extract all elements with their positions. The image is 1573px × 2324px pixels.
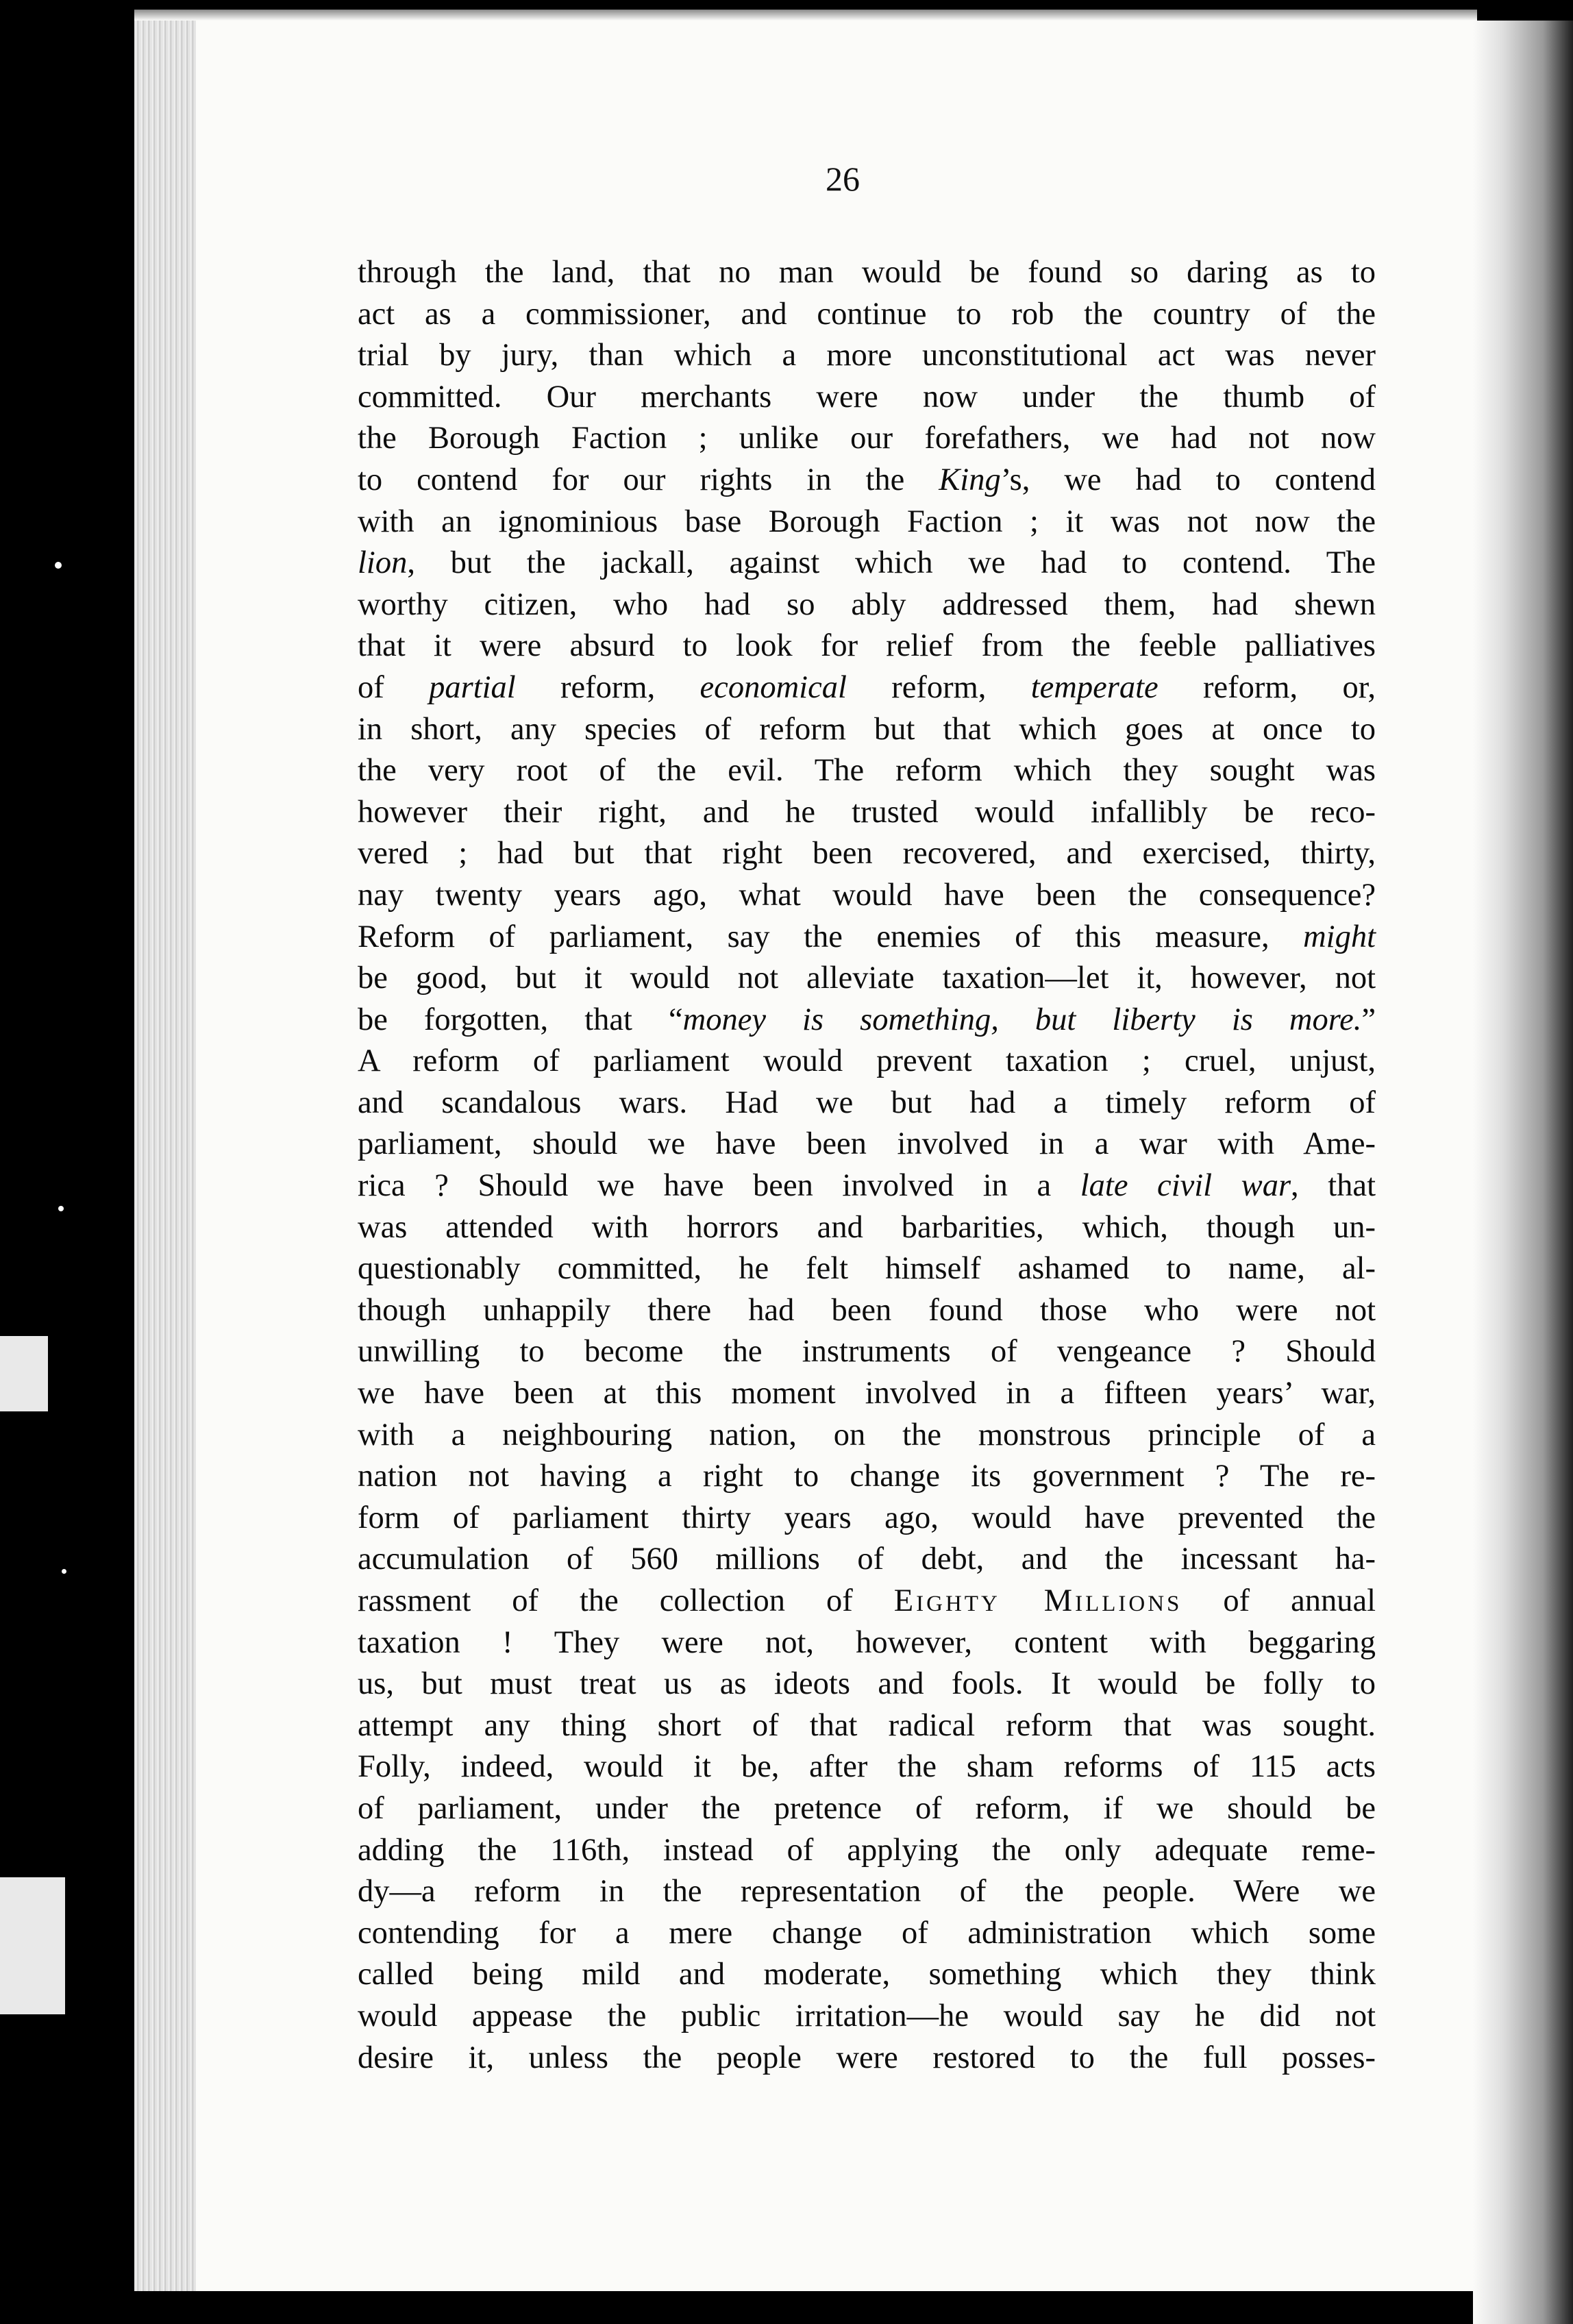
text-line <box>358 1083 1376 1124</box>
text-line <box>358 543 1376 584</box>
text-run: though unhappily there had been found those who were not <box>358 1292 1376 1328</box>
italic-text: lion <box>358 545 408 581</box>
text-line <box>358 1331 1376 1373</box>
text-line <box>358 460 1376 502</box>
text-line <box>358 1788 1376 1830</box>
text-line <box>358 792 1376 834</box>
text-line <box>358 1248 1376 1290</box>
text-run: reform, or, <box>1158 669 1376 705</box>
text-run: committed. Our merchants were now under the thumb of <box>358 379 1376 415</box>
text-run: adding the 116th, instead of applying the only adequate reme- <box>358 1832 1376 1868</box>
text-run: was attended with horrors and barbarities, which, though un- <box>358 1209 1376 1245</box>
text-line <box>358 1539 1376 1581</box>
text-run: reform, <box>846 669 1031 705</box>
text-run: attempt any thing short of that radical reform that was sought. <box>358 1707 1376 1743</box>
text-run: desire it, unless the people were restored to the full posses- <box>358 2040 1376 2075</box>
small-caps-text: Eighty Millions <box>893 1583 1182 1618</box>
text-run: of annual <box>1182 1583 1376 1618</box>
text-run: worthy citizen, who had so ably addressed them, had shewn <box>358 586 1376 622</box>
text-run: act as a commissioner, and continue to rob the country of the <box>358 296 1376 332</box>
text-run: through the land, that no man would be found so daring as to <box>358 255 1376 290</box>
text-line <box>358 1207 1376 1249</box>
text-line <box>358 750 1376 792</box>
text-run: of <box>358 669 430 705</box>
text-line <box>358 1871 1376 1913</box>
text-run: A reform of parliament would prevent taxation ; cruel, unjust, <box>358 1043 1376 1079</box>
text-run: with a neighbouring nation, on the monstrous principle of a <box>358 1417 1376 1452</box>
text-run: ’s, we had to contend <box>1000 462 1376 497</box>
italic-text: temperate <box>1030 669 1159 705</box>
text-run: contending for a mere change of administration which some <box>358 1915 1376 1951</box>
text-run: be good, but it would not alleviate taxation—let it, however, not <box>358 961 1376 996</box>
italic-text: money is something, but liberty is more. <box>682 1002 1362 1037</box>
text-line <box>358 1000 1376 1041</box>
text-run: called being mild and moderate, something which they think <box>358 1957 1376 1992</box>
text-run: of parliament, under the pretence of reform, if we should be <box>358 1790 1376 1826</box>
text-run: taxation ! They were not, however, content with beggaring <box>358 1624 1376 1660</box>
page-number: 26 <box>826 160 860 198</box>
text-run: parliament, should we have been involved in a war with Ame- <box>358 1126 1376 1162</box>
text-line <box>358 2038 1376 2079</box>
text-run: however their right, and he trusted would infallibly be reco- <box>358 794 1376 830</box>
text-line <box>358 667 1376 709</box>
page-stack-edge <box>134 10 196 2291</box>
text-run: ” <box>1361 1002 1376 1037</box>
text-run: that it were absurd to look for relief from the feeble palliatives <box>358 628 1376 664</box>
text-line <box>358 1290 1376 1332</box>
text-line <box>358 418 1376 460</box>
text-run: rica ? Should we have been involved in a <box>358 1168 1080 1204</box>
body-text <box>358 252 1376 2079</box>
scan-speck <box>55 562 62 569</box>
text-line <box>358 1622 1376 1664</box>
text-run: vered ; had but that right been recovered, and exercised, thirty, <box>358 836 1376 872</box>
text-run: to contend for our rights in the <box>358 462 939 497</box>
text-line <box>358 1705 1376 1747</box>
text-run: in short, any species of reform but that which goes at once to <box>358 711 1376 747</box>
text-line <box>358 1498 1376 1540</box>
text-line <box>358 1664 1376 1705</box>
text-line <box>358 1373 1376 1415</box>
text-line <box>358 377 1376 419</box>
text-line <box>358 335 1376 377</box>
text-line <box>358 1996 1376 2038</box>
text-run: nation not having a right to change its government ? The re- <box>358 1459 1376 1494</box>
text-line <box>358 958 1376 1000</box>
text-line <box>358 1456 1376 1498</box>
italic-text: economical <box>699 669 847 705</box>
text-run: form of parliament thirty years ago, would have prevented the <box>358 1500 1376 1535</box>
text-run: unwilling to become the instruments of vengeance ? Should <box>358 1334 1376 1370</box>
torn-margin-left <box>0 1336 48 1411</box>
text-line <box>358 1041 1376 1083</box>
text-run: with an ignominious base Borough Faction ; it was not now the <box>358 504 1376 539</box>
text-line <box>358 1830 1376 1872</box>
text-run: we have been at this moment involved in a fifteen years’ war, <box>358 1376 1376 1411</box>
text-run: dy—a reform in the representation of the people. Were we <box>358 1874 1376 1909</box>
text-line <box>358 709 1376 751</box>
text-run: would appease the public irritation—he would say he did not <box>358 1998 1376 2034</box>
italic-text: late civil war <box>1080 1168 1291 1204</box>
text-run: reform, <box>515 669 700 705</box>
text-run: be forgotten, that “ <box>358 1002 683 1037</box>
page-top-shadow <box>134 10 1477 21</box>
text-line <box>358 833 1376 875</box>
text-line <box>358 1165 1376 1207</box>
text-line <box>358 875 1376 917</box>
scan-speck <box>62 1569 66 1574</box>
text-run: and scandalous wars. Had we but had a timely reform of <box>358 1085 1376 1120</box>
text-run: Folly, indeed, would it be, after the sham reforms of 115 acts <box>358 1749 1376 1785</box>
text-line <box>358 1954 1376 1996</box>
text-run: trial by jury, than which a more unconstitutional act was never <box>358 338 1376 373</box>
text-run: , but the jackall, against which we had to contend. The <box>407 545 1376 581</box>
text-line <box>358 1746 1376 1788</box>
text-run: Reform of parliament, say the enemies of this measure, <box>358 919 1304 954</box>
text-run: rassment of the collection of <box>358 1583 894 1618</box>
text-line <box>358 917 1376 959</box>
italic-text: King <box>939 462 1001 497</box>
text-line <box>358 502 1376 543</box>
text-run: the very root of the evil. The reform which they sought was <box>358 753 1376 789</box>
text-run: , that <box>1291 1168 1376 1204</box>
torn-margin-left-lower <box>0 1877 65 2014</box>
text-line <box>358 252 1376 294</box>
book-spine-shadow <box>1473 21 1573 2324</box>
text-line <box>358 1124 1376 1165</box>
italic-text: partial <box>429 669 516 705</box>
text-run: accumulation of 560 millions of debt, and the incessant ha- <box>358 1542 1376 1577</box>
text-run: nay twenty years ago, what would have been the consequence? <box>358 877 1376 913</box>
text-line <box>358 626 1376 667</box>
text-line <box>358 1415 1376 1457</box>
text-line <box>358 1913 1376 1955</box>
text-line <box>358 1581 1376 1622</box>
text-line <box>358 294 1376 336</box>
text-line <box>358 584 1376 626</box>
scan-speck <box>58 1206 64 1211</box>
text-run: questionably committed, he felt himself ashamed to name, al- <box>358 1251 1376 1287</box>
text-run: us, but must treat us as ideots and fools. It would be folly to <box>358 1666 1376 1702</box>
italic-text: might <box>1303 919 1376 954</box>
text-run: the Borough Faction ; unlike our forefathers, we had not now <box>358 421 1376 456</box>
